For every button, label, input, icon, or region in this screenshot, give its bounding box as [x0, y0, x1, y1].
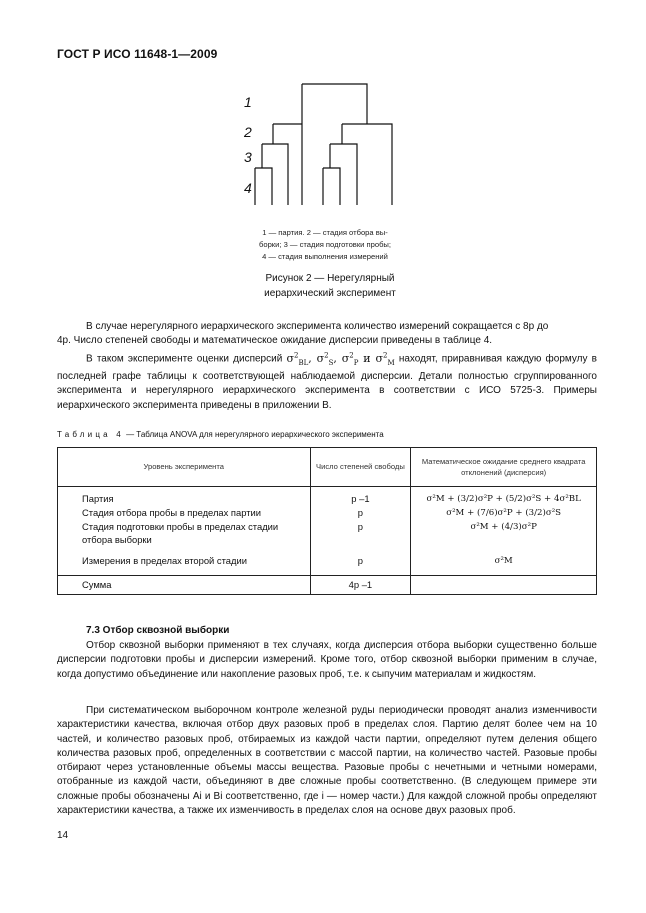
paragraph-text: В таком эксперименте оценки дисперсий	[86, 353, 283, 365]
legend-line: 1 — партия. 2 — стадия отбора вы-	[262, 228, 388, 237]
table-title	[57, 430, 384, 439]
paragraph-text: находят, приравнивая каждую формулу	[398, 353, 588, 365]
paragraph-2	[57, 348, 597, 413]
section-paragraph-2: При систематическом выборочном контроле железной руды периодически проводят анализ изменчивости характеристики качества, включая отбор двух разовых проб в пределах слоя. Партию делят более чем на 10 частей, и количество разовых проб, отбираемых из каждой части партии, определяют путем деления общего количества разовых проб, определенных в соответствии с массой партии, на количество частей. Разовые пробы отбирают через установленные объемы массы вещества. Разовые пробы с нечетными и четными номерами, отобранные из каждой части, объединяют в две сложные пробы соответственно. (В следующем примере эти сложные пробы обозначены Ai и Bi соответственно, где i — номер части.) Для каждой сложной пробы определяют характеристики качества, а также их изменчивость в пределах слоя на основе двух разовых проб.	[57, 705, 597, 817]
legend-line: борки; 3 — стадия подготовки пробы;	[259, 240, 391, 250]
section-heading: 7.3 Отбор сквозной выборки	[86, 625, 230, 636]
dendro-branch-4-left	[255, 168, 272, 205]
figure-caption	[190, 271, 470, 301]
table-row	[58, 521, 597, 553]
level-label-4: 4	[244, 180, 252, 196]
cell-df: p	[310, 553, 411, 576]
dendro-branch-3-left	[262, 144, 288, 205]
cell-expectation: σ²M + (3/2)σ²P + (5/2)σ²S + 4σ²BL	[411, 487, 597, 508]
paragraph-text: в последней графе таблицы к соответствующей наблюдаемой дисперсии. Детали полностью сгруппированного эксперимента и нерегулярного иерархического эксперимента в соответствии с ИСО 5725-3. Примеры иерархического эксперимента приведены в приложении В.	[57, 353, 597, 411]
level-label-1: 1	[244, 94, 252, 110]
cell-expectation: σ²M	[411, 553, 597, 576]
dendro-branch-3-right	[330, 144, 357, 205]
cell-df: 4p –1	[310, 576, 411, 595]
cell-level: Стадия подготовки пробы в пределах стадии отбора выборки	[58, 521, 311, 553]
cell-level: Стадия отбора пробы в пределах партии	[58, 507, 311, 521]
page-number: 14	[57, 830, 69, 841]
paragraph-line: 4p. Число степеней свободы и математическое ожидание дисперсии приведены в таблице 4.	[57, 335, 493, 347]
col-header-df: Число степеней свободы	[310, 448, 411, 487]
variance-symbols: $\sigma^2_{BL}$, $\sigma^2_S$, $\sigma^2_P$ и $\sigma^2_M$	[286, 351, 395, 367]
table-row	[58, 507, 597, 521]
cell-expectation	[411, 576, 597, 595]
table-title-text: — Таблица ANOVA для нерегулярного иерархического эксперимента	[123, 430, 384, 439]
col-header-level: Уровень эксперимента	[58, 448, 311, 487]
figure-legend	[220, 227, 430, 264]
paragraph-line: В случае нерегулярного иерархического эксперимента количество измерений сокращается с 8p до	[86, 321, 549, 332]
legend-line: 4 — стадия выполнения измерений	[262, 252, 388, 262]
table-total-row	[58, 576, 597, 595]
cell-df: p –1	[310, 487, 411, 508]
level-label-2: 2	[244, 124, 252, 140]
dendro-branch-1	[302, 84, 367, 124]
anova-table	[57, 447, 597, 595]
dendro-branch-4-right	[323, 168, 340, 205]
cell-level: Сумма	[58, 576, 311, 595]
paragraph-1	[57, 320, 597, 349]
dendro-branch-2-right	[342, 124, 392, 205]
cell-df: p	[310, 521, 411, 553]
cell-level: Партия	[58, 487, 311, 508]
document-header: ГОСТ Р ИСО 11648-1—2009	[57, 47, 218, 61]
cell-df: p	[310, 507, 411, 521]
section-paragraph-1: Отбор сквозной выборки применяют в тех случаях, когда дисперсия отбора выборки существенно больше дисперсии подготовки пробы и дисперсии измерений. Кроме того, отбор сквозной выборки применим в случае, когда допустимо объединение или накопление разовых проб, т.е. к сыпучим материалам и жидкостям.	[57, 640, 597, 680]
table-row	[58, 487, 597, 508]
cell-expectation: σ²M + (4/3)σ²P	[411, 521, 597, 553]
cell-level: Измерения в пределах второй стадии	[58, 553, 311, 576]
col-header-expectation: Математическое ожидание среднего квадрата отклонений (дисперсия)	[411, 448, 597, 487]
cell-expectation: σ²M + (7/6)σ²P + (3/2)σ²S	[411, 507, 597, 521]
level-label-3: 3	[244, 149, 252, 165]
caption-line: иерархический эксперимент	[264, 288, 396, 299]
table-title-prefix: Таблица 4	[57, 430, 124, 439]
table-header-row	[58, 448, 597, 487]
table-row	[58, 553, 597, 576]
caption-line: Рисунок 2 — Нерегулярный	[265, 273, 395, 284]
